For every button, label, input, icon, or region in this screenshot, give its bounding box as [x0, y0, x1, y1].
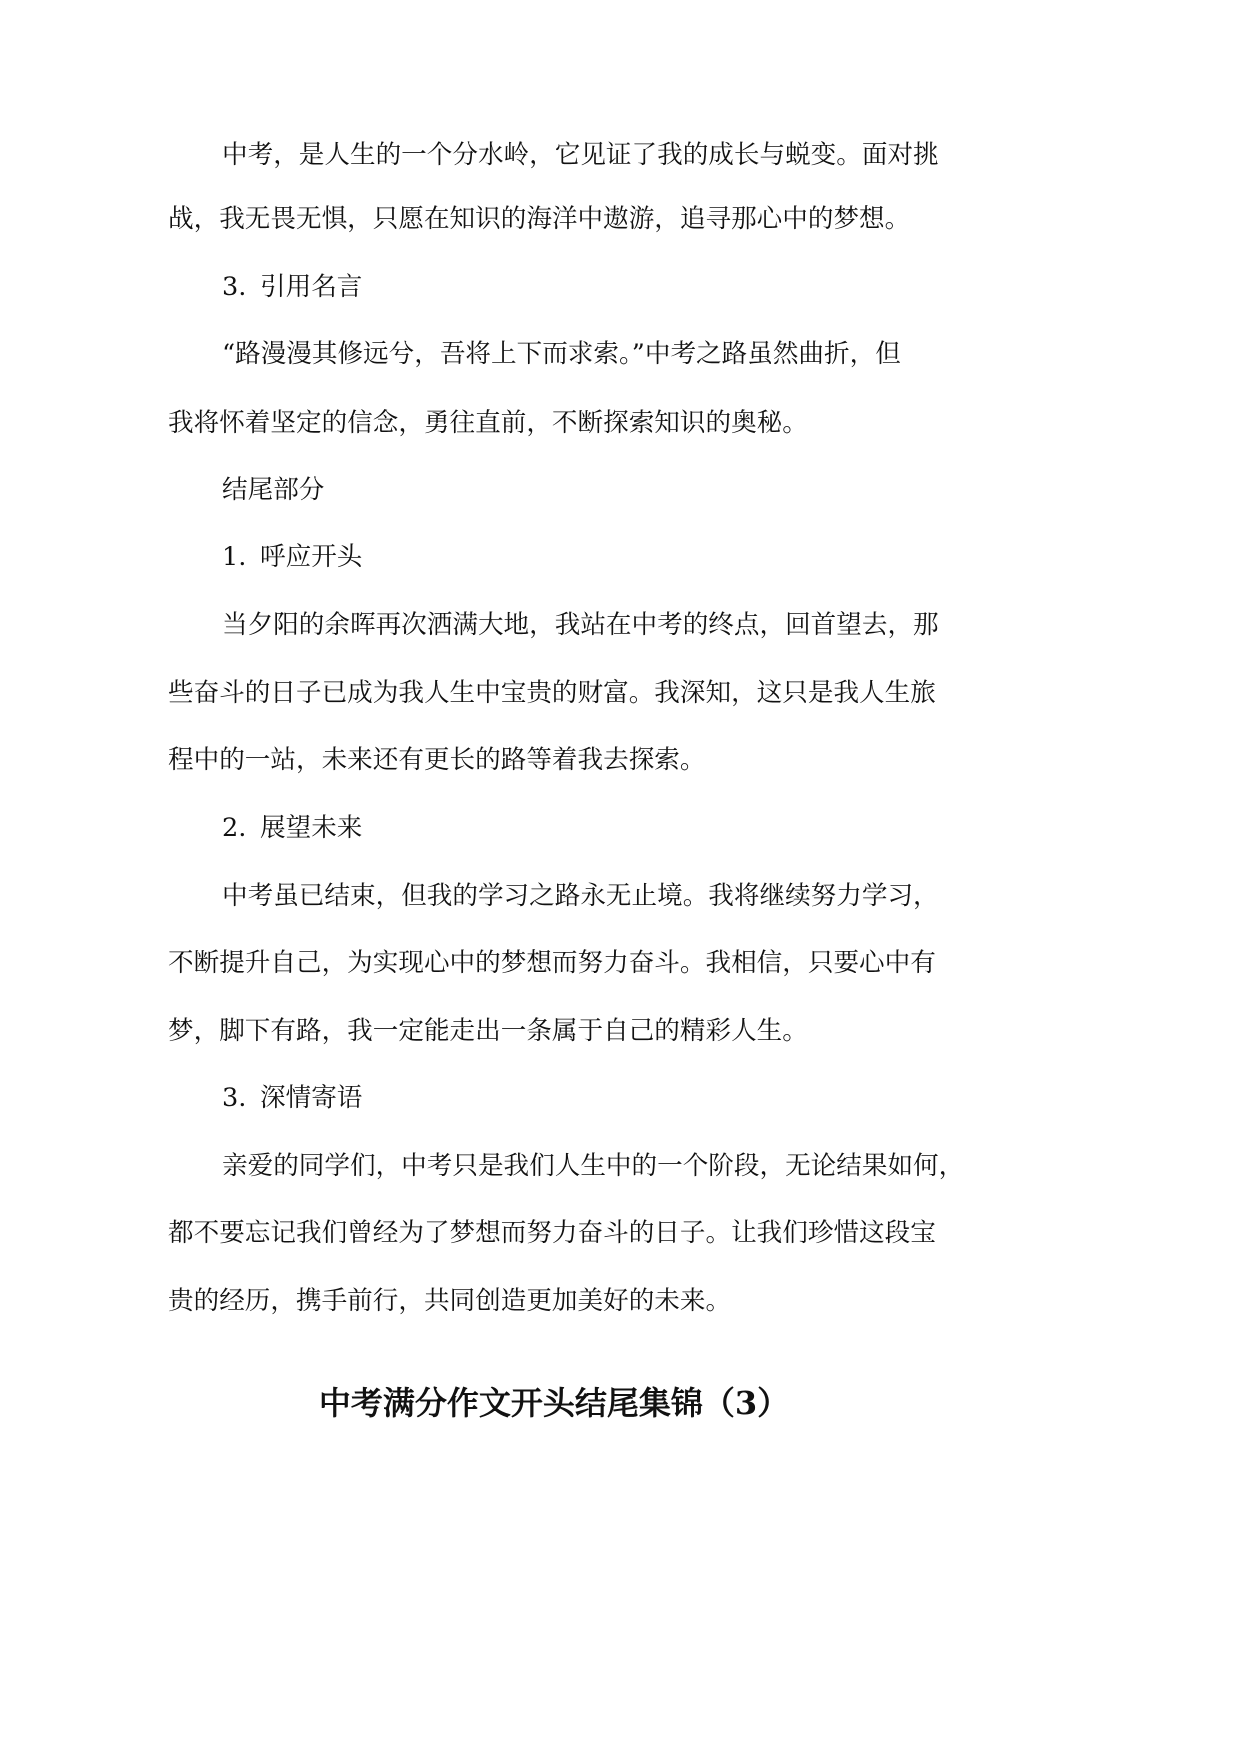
- paragraph-line: 贵的经历，携手前行，共同创造更加美好的未来。: [168, 1286, 732, 1316]
- paragraph-line: 我将怀着坚定的信念，勇往直前，不断探索知识的奥秘。: [168, 408, 808, 438]
- list-item-number: 3.: [222, 272, 247, 302]
- list-item-number: 1.: [222, 542, 247, 572]
- paragraph-line: 中考，是人生的一个分水岭，它见证了我的成长与蜕变。面对挑: [222, 140, 939, 170]
- paragraph-line: 都不要忘记我们曾经为了梦想而努力奋斗的日子。让我们珍惜这段宝: [168, 1218, 936, 1248]
- paragraph-line: 不断提升自己，为实现心中的梦想而努力奋斗。我相信，只要心中有: [168, 948, 936, 978]
- list-item-label: 引用名言: [260, 272, 363, 302]
- list-item-label: 展望未来: [260, 813, 363, 843]
- document-title: 中考满分作文开头结尾集锦（3）: [318, 1384, 790, 1422]
- paragraph-line: 当夕阳的余晖再次洒满大地，我站在中考的终点，回首望去，那: [222, 610, 939, 640]
- list-item-number: 3.: [222, 1083, 247, 1113]
- paragraph-line: 中考虽已结束，但我的学习之路永无止境。我将继续努力学习，: [222, 881, 939, 911]
- section-heading: 结尾部分: [222, 475, 325, 505]
- paragraph-line: 梦，脚下有路，我一定能走出一条属于自己的精彩人生。: [168, 1016, 808, 1046]
- paragraph-line: 战，我无畏无惧，只愿在知识的海洋中遨游，追寻那心中的梦想。: [168, 204, 911, 234]
- list-item-number: 2.: [222, 813, 247, 843]
- paragraph-line: 些奋斗的日子已成为我人生中宝贵的财富。我深知，这只是我人生旅: [168, 678, 936, 708]
- paragraph-line: “路漫漫其修远兮，吾将上下而求索。”中考之路虽然曲折，但: [222, 339, 901, 369]
- list-item-label: 呼应开头: [260, 542, 363, 572]
- paragraph-line: 程中的一站，未来还有更长的路等着我去探索。: [168, 745, 706, 775]
- paragraph-line: 亲爱的同学们，中考只是我们人生中的一个阶段，无论结果如何，: [222, 1151, 965, 1181]
- list-item-label: 深情寄语: [260, 1083, 363, 1113]
